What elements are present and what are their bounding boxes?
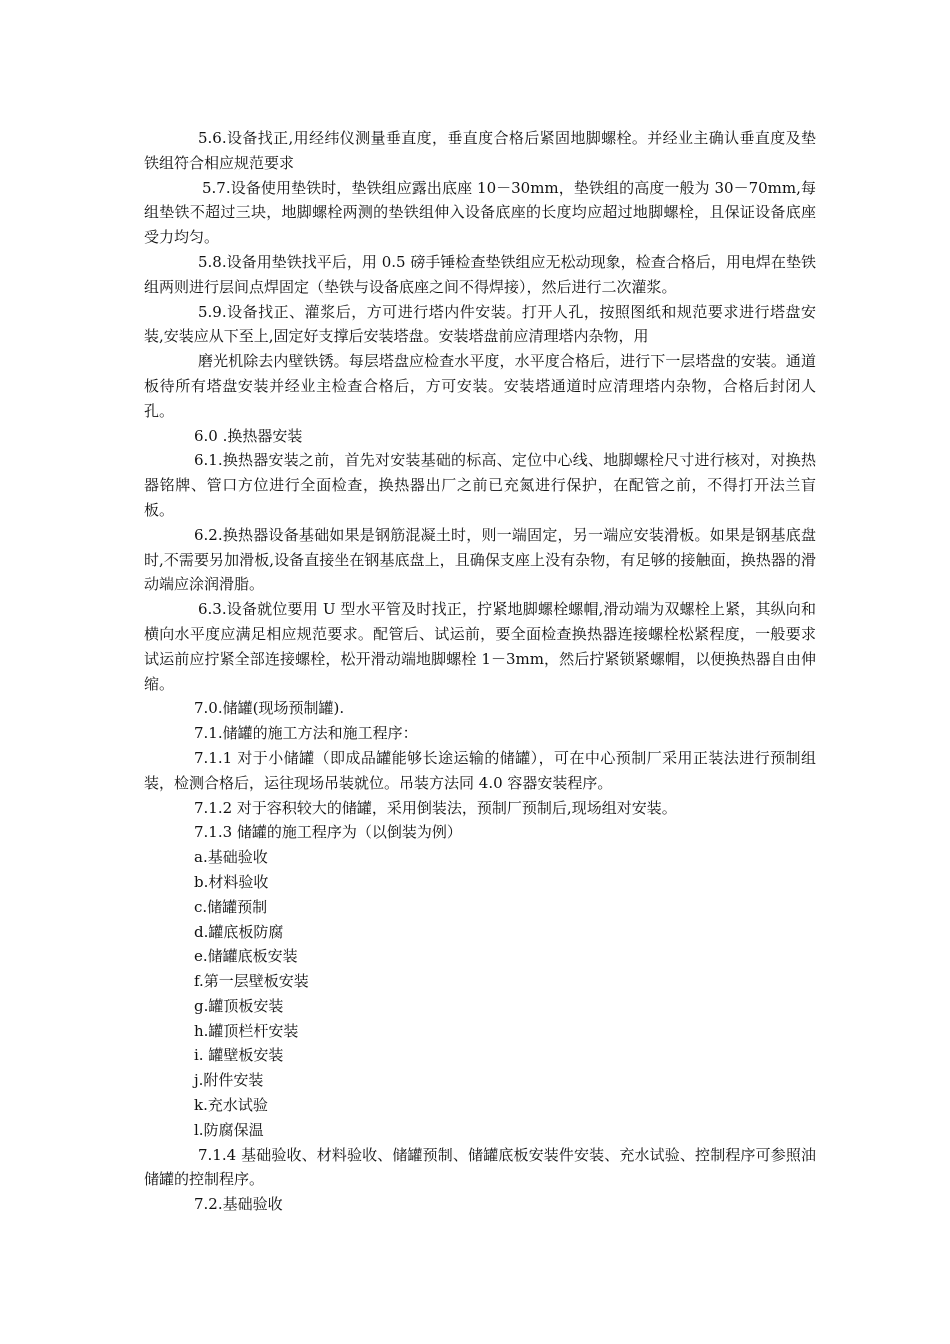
paragraph-7-1-4: 7.1.4 基础验收、材料验收、储罐预制、储罐底板安装件安装、充水试验、控制程序可参照油储罐的控制程序。: [144, 1145, 816, 1189]
list-item-step: e.储罐底板安装: [194, 947, 298, 966]
paragraph-5-6: 5.6.设备找正,用经纬仪测量垂直度，垂直度合格后紧固地脚螺栓。并经业主确认垂直度及垫铁组符合相应规范要求: [144, 129, 816, 172]
section-heading-7-0: 7.0.储罐(现场预制罐).: [194, 699, 345, 718]
list-item-step: j.附件安装: [194, 1071, 264, 1090]
list-item-step: f.第一层壁板安装: [194, 972, 309, 991]
paragraph-6-3: 6.3.设备就位要用 U 型水平管及时找正，拧紧地脚螺栓螺帽,滑动端为双螺栓上紧，其纵向和横向水平度应满足相应规范要求。配管后、试运前，要全面检查换热器连接螺栓松紧程度，一般要求试运前应拧紧全部连接螺栓，松开滑动端地脚螺栓 1－3mm，然后拧紧锁紧螺帽，以便换热器自由伸缩。: [144, 600, 816, 693]
list-item-step: c.储罐预制: [194, 897, 268, 916]
section-heading-7-2: 7.2.基础验收: [194, 1195, 283, 1214]
paragraph-7-1-1: 7.1.1 对于小储罐（即成品罐能够长途运输的储罐），可在中心预制厂采用正装法进行预制组装，检测合格后，运往现场吊装就位。吊装方法同 4.0 容器安装程序。: [144, 748, 816, 792]
list-item-step: b.材料验收: [194, 872, 269, 891]
paragraph-5-9: 5.9.设备找正、灌浆后，方可进行塔内件安装。打开人孔，按照图纸和规范要求进行塔盘安装,安装应从下至上,固定好支撑后安装塔盘。安装塔盘前应清理塔内杂物，用: [144, 302, 816, 346]
document-body: [144, 126, 816, 1217]
section-heading-6-0: 6.0 .换热器安装: [194, 426, 303, 445]
list-item-step: g.罐顶板安装: [194, 996, 284, 1015]
list-item-step: h.罐顶栏杆安装: [194, 1021, 299, 1040]
paragraph-5-7: 5.7.设备使用垫铁时，垫铁组应露出底座 10－30mm，垫铁组的高度一般为 30－70mm,每组垫铁不超过三块，地脚螺栓两测的垫铁组伸入设备底座的长度均应超过地脚螺栓，且保证设备底座受力均匀。: [144, 178, 816, 247]
paragraph-6-1: 6.1.换热器安装之前，首先对安装基础的标高、定位中心线、地脚螺栓尺寸进行核对，对换热器铭牌、管口方位进行全面检查，换热器出厂之前已充氮进行保护，在配管之前，不得打开法兰盲板。: [144, 451, 816, 519]
paragraph-5-9-continued: 磨光机除去内壁铁锈。每层塔盘应检查水平度，水平度合格后，进行下一层塔盘的安装。通道板待所有塔盘安装并经业主检查合格后，方可安装。安装塔通道时应清理塔内杂物，合格后封闭人孔。: [144, 352, 816, 420]
list-item-step: d.罐底板防腐: [194, 922, 284, 941]
list-item-step: i. 罐壁板安装: [194, 1046, 284, 1065]
list-item-step: a.基础验收: [194, 848, 268, 867]
paragraph-7-1-2: 7.1.2 对于容积较大的储罐，采用倒装法，预制厂预制后,现场组对安装。: [194, 798, 677, 817]
paragraph-6-2: 6.2.换热器设备基础如果是钢筋混凝土时，则一端固定，另一端应安装滑板。如果是钢基底盘时,不需要另加滑板,设备直接坐在钢基底盘上，且确保支座上没有杂物，有足够的接触面，换热器的滑动端应涂润滑脂。: [144, 525, 816, 594]
list-item-step: k.充水试验: [194, 1096, 268, 1115]
list-item-step: l.防腐保温: [194, 1120, 264, 1139]
section-heading-7-1: 7.1.储罐的施工方法和施工程序：: [194, 724, 418, 743]
paragraph-5-8: 5.8.设备用垫铁找平后，用 0.5 磅手锤检查垫铁组应无松动现象，检查合格后，用电焊在垫铁组两则进行层间点焊固定（垫铁与设备底座之间不得焊接），然后进行二次灌浆。: [144, 252, 816, 296]
paragraph-7-1-3: 7.1.3 储罐的施工程序为（以倒装为例）: [194, 823, 462, 842]
